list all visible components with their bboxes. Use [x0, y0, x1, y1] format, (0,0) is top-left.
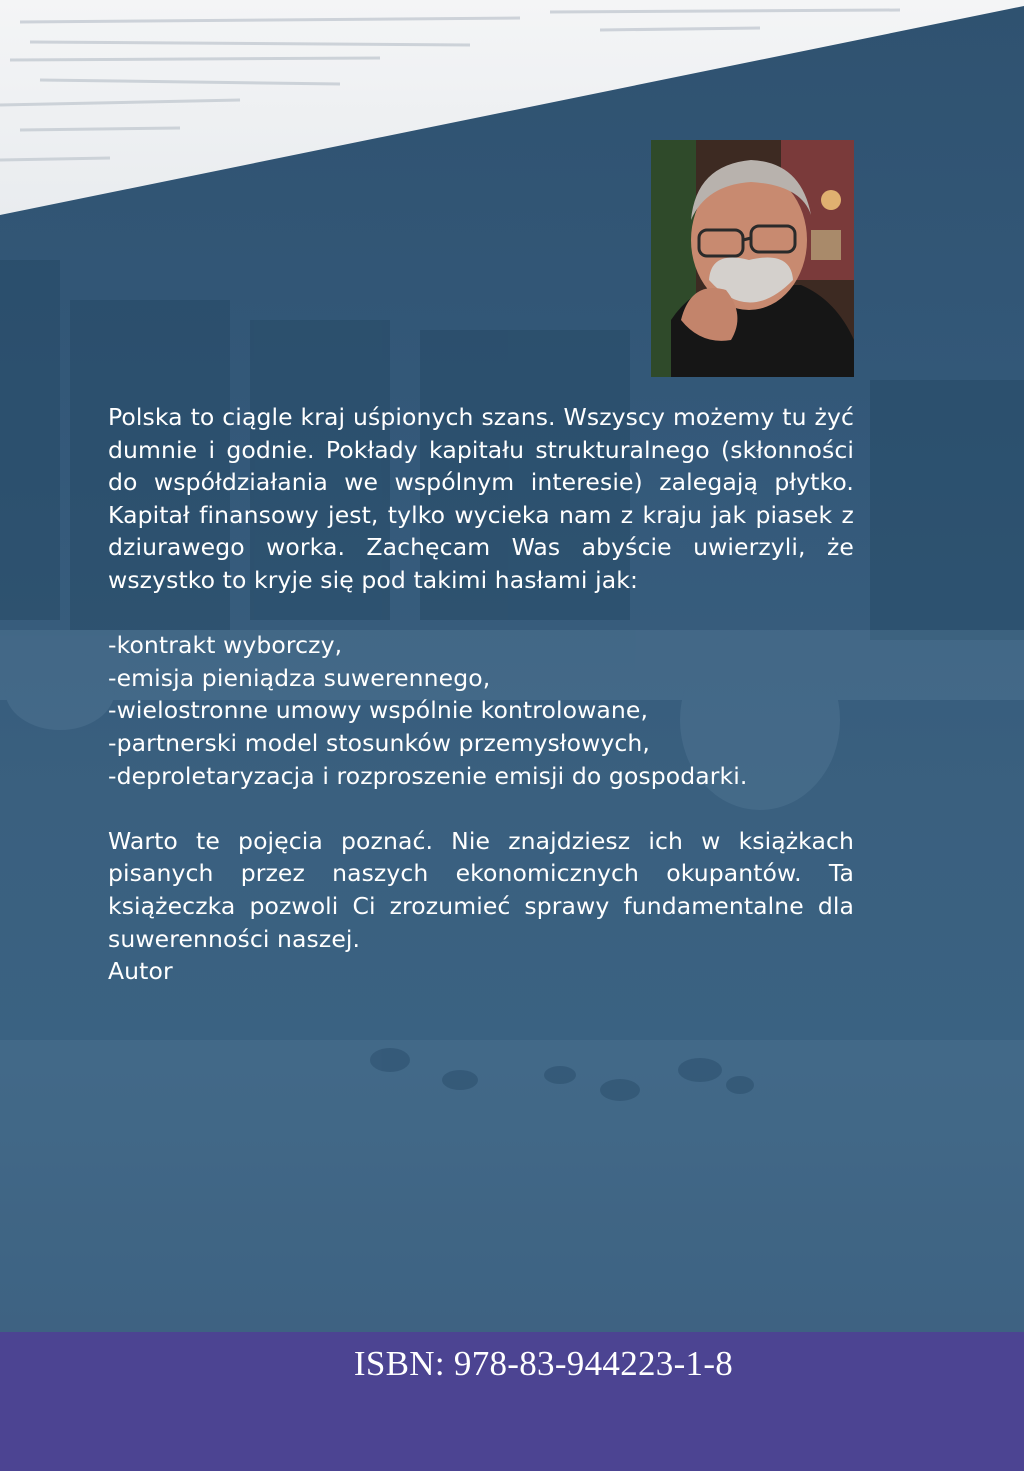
list-item: -emisja pieniądza suwerennego, — [108, 663, 491, 692]
intro-paragraph: Polska to ciągle kraj uśpionych szans. Wszyscy możemy tu żyć dumnie i godnie. Pokłady kapitału strukturalnego (skłonności do współdziałania we wspólnym interesie) zalegają płytko. Kapitał finansowy jest, tylko wycieka nam z kraju jak piasek z dziurawego worka. Zachęcam Was abyście uwierzyli, że wszystko to kryje się pod takimi hasłami jak: — [108, 403, 854, 594]
list-item: -partnerski model stosunków przemysłowych, — [108, 728, 650, 757]
back-cover-blurb — [108, 401, 854, 988]
author-photo — [651, 140, 854, 377]
list-item: -kontrakt wyborczy, — [108, 631, 343, 660]
closing-paragraph: Warto te pojęcia poznać. Nie znajdziesz ich w książkach pisanych przez naszych ekonomicznych okupantów. Ta książeczka pozwoli Ci zrozumieć sprawy fundamentalne dla suwerenności naszej. — [108, 826, 854, 953]
top-white-wedge — [0, 0, 1024, 215]
list-item: -wielostronne umowy wspólnie kontrolowane, — [108, 696, 649, 725]
isbn-number: ISBN: 978-83-944223-1-8 — [353, 1344, 734, 1383]
author-signature: Autor — [108, 957, 173, 986]
paragraph-spacer — [108, 792, 854, 825]
list-item: -deproletaryzacja i rozproszenie emisji do gospodarki. — [108, 761, 748, 790]
paragraph-spacer — [108, 597, 854, 630]
slogan-list — [108, 629, 854, 792]
